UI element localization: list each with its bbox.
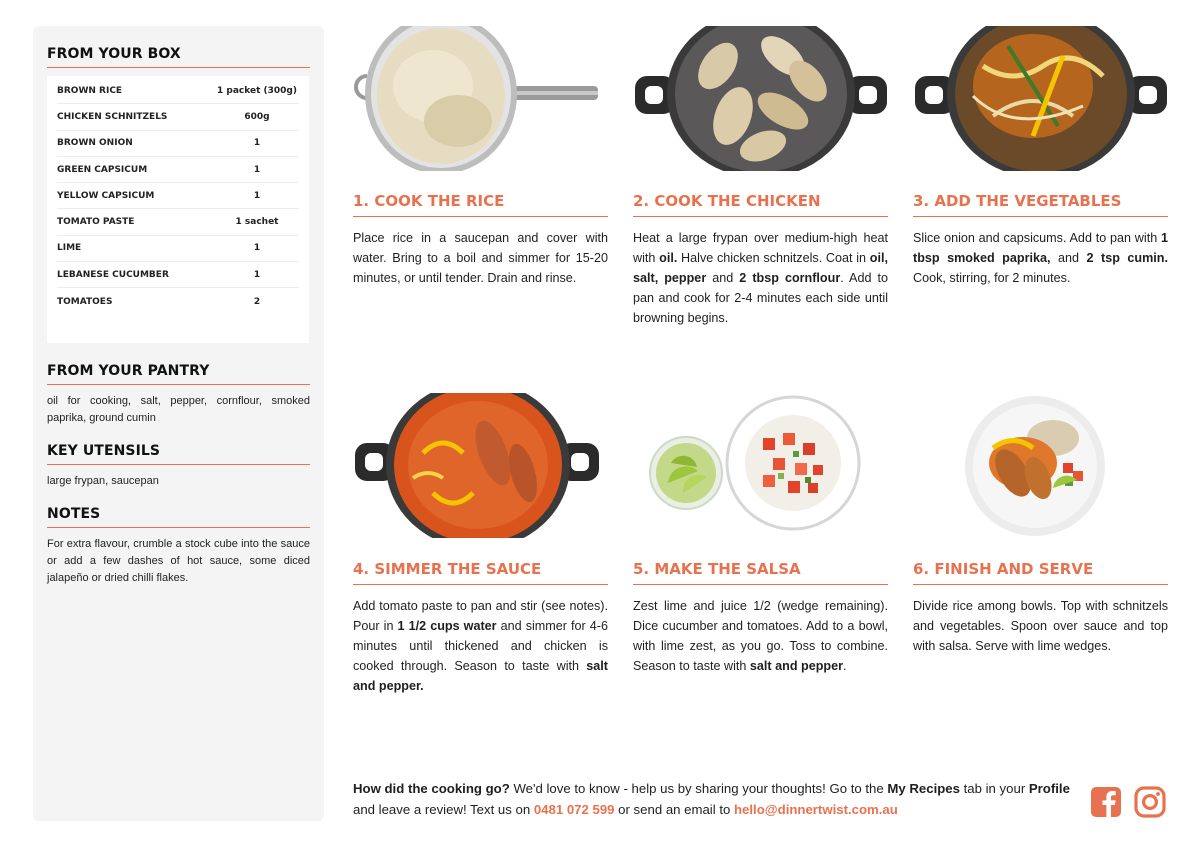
ingredient-qty: 1 packet (300g) bbox=[217, 85, 297, 96]
box-ingredients-table bbox=[47, 76, 309, 343]
vegetables-pan-photo bbox=[913, 26, 1168, 171]
notes-text: For extra flavour, crumble a stock cube into the sauce or add a few dashes of hot sauce, some diced jalapeño or dried chilli flakes. bbox=[47, 537, 310, 584]
chicken-pan-photo bbox=[633, 26, 888, 171]
text-run: . Add to pan and cook for 2-4 minutes each side until browning begins. bbox=[633, 271, 888, 325]
ingredient-name: TOMATOES bbox=[57, 296, 113, 307]
contact-link[interactable]: hello@dinnertwist.com.au bbox=[734, 802, 898, 817]
table-row bbox=[57, 157, 299, 183]
utensils-text: large frypan, saucepan bbox=[47, 474, 159, 487]
text-run: Slice onion and capsicums. Add to pan with bbox=[913, 231, 1161, 245]
step-1-title: 1. COOK THE RICE bbox=[353, 192, 608, 217]
ingredient-name: BROWN ONION bbox=[57, 138, 133, 149]
footer-text-run: tab in your bbox=[959, 781, 1029, 796]
text-run: Halve chicken schnitzels. Coat in bbox=[677, 251, 870, 265]
ingredient-qty: 600g bbox=[244, 111, 270, 122]
step-2-title: 2. COOK THE CHICKEN bbox=[633, 192, 888, 217]
step-4-text bbox=[353, 596, 608, 696]
text-run: oil, salt, pepper bbox=[633, 251, 888, 285]
ingredient-name: BROWN RICE bbox=[57, 85, 123, 96]
ingredient-qty: 1 bbox=[253, 190, 261, 201]
notes-heading: NOTES bbox=[47, 506, 310, 528]
utensils-section bbox=[47, 443, 310, 490]
finished-plate-photo bbox=[913, 393, 1168, 538]
ingredient-qty: 1 bbox=[253, 243, 261, 254]
notes-section bbox=[47, 506, 310, 587]
utensils-heading: KEY UTENSILS bbox=[47, 443, 310, 465]
ingredient-name: LIME bbox=[57, 243, 82, 254]
text-run: and bbox=[1050, 251, 1087, 265]
text-run: Heat a large frypan over medium-high heat with bbox=[633, 231, 888, 265]
table-row bbox=[57, 209, 299, 235]
text-run: oil. bbox=[659, 251, 678, 265]
ingredient-name: GREEN CAPSICUM bbox=[57, 164, 148, 175]
box-heading: FROM YOUR BOX bbox=[47, 46, 310, 68]
ingredient-name: CHICKEN SCHNITZELS bbox=[57, 111, 168, 122]
ingredient-qty: 2 bbox=[253, 296, 261, 307]
text-run: and simmer for 4-6 minutes until thickened and chicken is cooked through. Season to taste with bbox=[353, 619, 608, 673]
sauce-pan-photo bbox=[353, 393, 608, 538]
ingredient-name: YELLOW CAPSICUM bbox=[57, 190, 155, 201]
ingredient-qty: 1 bbox=[253, 269, 261, 280]
table-row bbox=[57, 104, 299, 130]
footer-text-run: or send an email to bbox=[614, 802, 734, 817]
text-run: Zest lime and juice 1/2 (wedge remaining). Dice cucumber and tomatoes. Add to a bowl, with lime zest, as you go. Toss to combine. Season to taste with bbox=[633, 599, 888, 673]
pantry-text: oil for cooking, salt, pepper, cornflour, smoked paprika, ground cumin bbox=[47, 394, 310, 424]
text-run: salt and pepper. bbox=[353, 659, 608, 693]
ingredient-qty: 1 bbox=[253, 138, 261, 149]
text-run: 1 tbsp smoked paprika, bbox=[913, 231, 1168, 265]
pantry-section bbox=[47, 363, 310, 427]
step-1-text bbox=[353, 228, 608, 288]
table-row bbox=[57, 262, 299, 288]
footer-text-run: How did the cooking go? bbox=[353, 781, 510, 796]
text-run: . bbox=[843, 659, 847, 673]
table-row bbox=[57, 78, 299, 104]
table-spacer bbox=[57, 315, 299, 337]
text-run: Cook, stirring, for 2 minutes. bbox=[913, 271, 1071, 285]
facebook-icon[interactable] bbox=[1090, 786, 1122, 818]
table-row bbox=[57, 131, 299, 157]
table-row bbox=[57, 183, 299, 209]
footer-text-run: My Recipes bbox=[887, 781, 960, 796]
step-5-title: 5. MAKE THE SALSA bbox=[633, 560, 888, 585]
footer-text-run: Profile bbox=[1028, 781, 1070, 796]
step-5-text bbox=[633, 596, 888, 676]
ingredients-sidebar bbox=[33, 26, 324, 821]
ingredient-name: LEBANESE CUCUMBER bbox=[57, 269, 169, 280]
step-3-title: 3. ADD THE VEGETABLES bbox=[913, 192, 1168, 217]
table-row bbox=[57, 288, 299, 314]
step-4-title: 4. SIMMER THE SAUCE bbox=[353, 560, 608, 585]
instagram-icon[interactable] bbox=[1134, 786, 1166, 818]
text-run: and bbox=[706, 271, 740, 285]
text-run: 2 tbsp cornflour bbox=[739, 271, 841, 285]
footer-text-run: and leave a review! Text us on bbox=[353, 802, 534, 817]
text-run: Add tomato paste to pan and stir (see notes). Pour in bbox=[353, 599, 608, 633]
text-run: Place rice in a saucepan and cover with water. Bring to a boil and simmer for 15-20 minutes, or until tender. Drain and rinse. bbox=[353, 231, 608, 285]
ingredient-name: TOMATO PASTE bbox=[57, 217, 135, 228]
contact-link[interactable]: 0481 072 599 bbox=[533, 802, 615, 817]
pantry-heading: FROM YOUR PANTRY bbox=[47, 363, 310, 385]
step-3-text bbox=[913, 228, 1168, 288]
step-6-text bbox=[913, 596, 1168, 656]
footer-text-run: We'd love to know - help us by sharing your thoughts! Go to the bbox=[509, 781, 888, 796]
text-run: 2 tsp cumin. bbox=[1086, 251, 1168, 265]
text-run: Divide rice among bowls. Top with schnitzels and vegetables. Spoon over sauce and top with salsa. Serve with lime wedges. bbox=[913, 599, 1168, 653]
text-run: 1 1/2 cups water bbox=[397, 619, 497, 633]
step-6-title: 6. FINISH AND SERVE bbox=[913, 560, 1168, 585]
salsa-bowl-photo bbox=[633, 393, 888, 538]
rice-saucepan-photo bbox=[353, 26, 608, 171]
ingredient-qty: 1 bbox=[253, 164, 261, 175]
step-2-text bbox=[633, 228, 888, 328]
text-run: salt and pepper bbox=[749, 659, 843, 673]
ingredient-qty: 1 sachet bbox=[235, 217, 279, 228]
table-row bbox=[57, 236, 299, 262]
feedback-footer bbox=[353, 778, 1073, 820]
